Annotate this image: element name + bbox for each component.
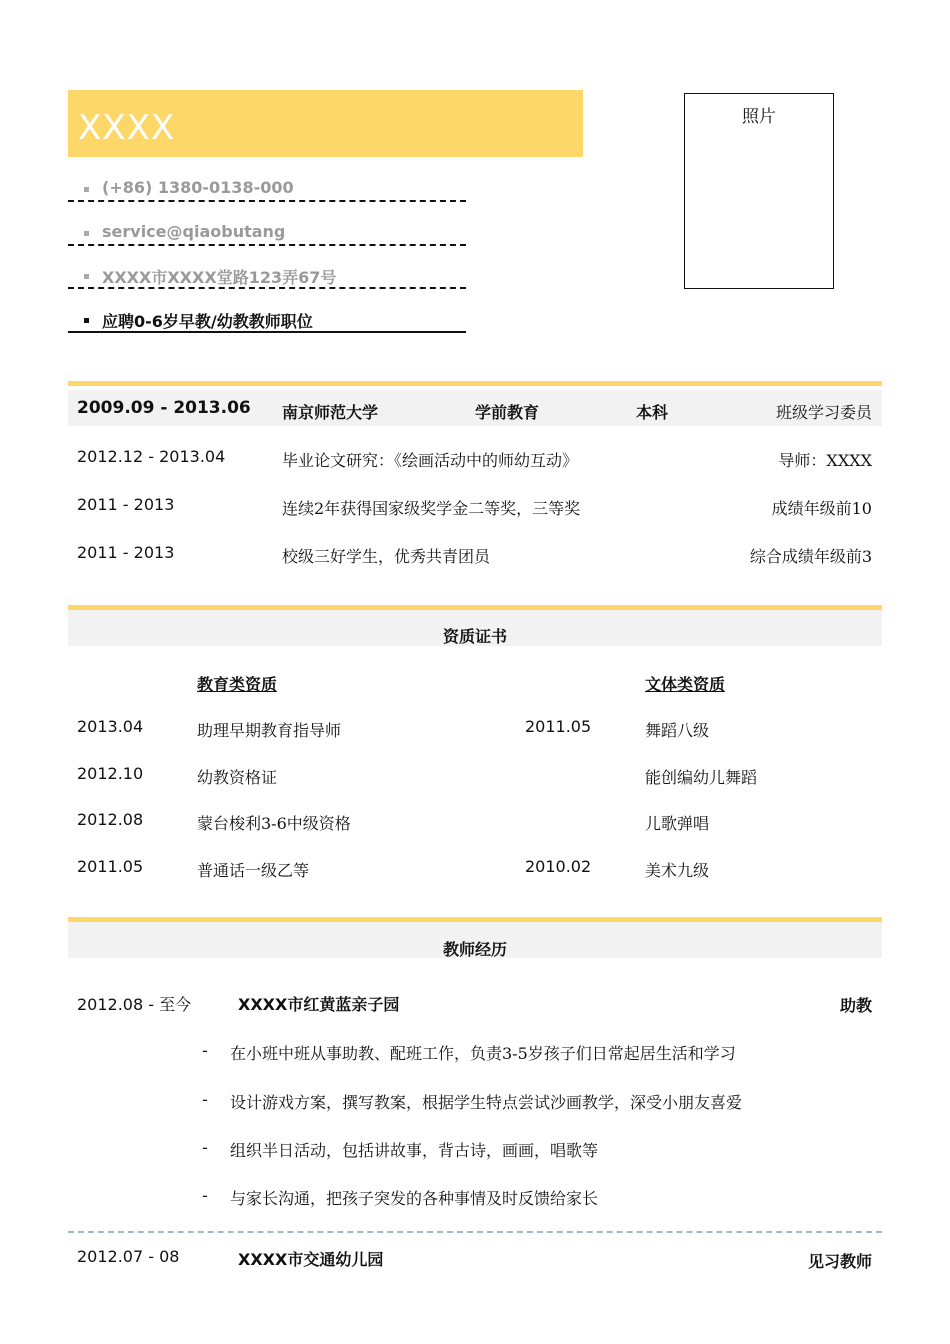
photo-placeholder [684, 93, 834, 289]
dashed-divider [68, 287, 466, 289]
bullet-dash: - [202, 1138, 208, 1157]
job-duty: 组织半日活动，包括讲故事，背古诗，画画，唱歌等 [230, 1141, 599, 1160]
edu-row-desc: 毕业论文研究：《绘画活动中的师幼互动》 [282, 451, 579, 470]
job-period: 2012.07 - 08 [77, 1247, 180, 1266]
edu-period: 2009.09 - 2013.06 [77, 398, 251, 418]
edu-row-note: 综合成绩年级前3 [749, 547, 872, 566]
edu-row-note: 导师：XXXX [778, 451, 872, 470]
cert-name: 舞蹈八级 [645, 721, 710, 740]
job-org [238, 992, 399, 1015]
cert-name: 儿歌弹唱 [645, 814, 710, 833]
edu-school: 南京师范大学 [282, 403, 379, 422]
job-org-name: 市红黄蓝亲子园 [287, 995, 400, 1014]
cert-name: 美术九级 [645, 861, 710, 880]
edu-major: 学前教育 [475, 403, 540, 422]
cert-date: 2012.10 [77, 764, 144, 783]
job-org-prefix: XXXX [238, 1250, 288, 1269]
job-period-start: 2012.08 - [77, 995, 160, 1014]
cert-name: 普通话一级乙等 [197, 861, 310, 880]
contact-email [68, 220, 466, 264]
bullet-icon [84, 187, 89, 192]
phone-text: (+86) 1380-0138-000 [102, 178, 294, 197]
job-period-end: 至今 [159, 995, 192, 1014]
contact-address [68, 263, 466, 307]
address-text: XXXX市XXXX堂路123弄67号 [102, 268, 337, 287]
candidate-name: XXXX [78, 108, 176, 148]
photo-label: 照片 [742, 107, 776, 127]
cert-date: 2012.08 [77, 810, 144, 829]
cert-name: 能创编幼儿舞蹈 [645, 768, 758, 787]
job-org-name: 市交通幼儿园 [287, 1250, 384, 1269]
bullet-icon [84, 274, 89, 279]
cert-name: 蒙台梭利3-6中级资格 [197, 814, 351, 833]
email-text: service@qiaobutang [102, 222, 286, 241]
dashed-divider [68, 200, 466, 202]
edu-row-note: 成绩年级前10 [771, 499, 872, 518]
arts-cert-heading: 文体类资质 [645, 675, 726, 694]
job-role: 见习教师 [807, 1252, 872, 1271]
edu-row-period: 2012.12 - 2013.04 [77, 447, 226, 466]
job-duty: 设计游戏方案，撰写教案，根据学生特点尝试沙画教学，深受小朋友喜爱 [230, 1093, 743, 1112]
contact-objective [68, 307, 466, 351]
experience-title: 教师经历 [442, 940, 507, 959]
edu-role: 班级学习委员 [775, 403, 872, 422]
contact-phone [68, 176, 466, 220]
bullet-dash: - [202, 1090, 208, 1109]
job-separator [68, 1231, 882, 1233]
bullet-dash: - [202, 1186, 208, 1205]
dashed-divider [68, 244, 466, 246]
edu-cert-heading: 教育类资质 [197, 675, 278, 694]
job-duty: 与家长沟通，把孩子突发的各种事情及时反馈给家长 [230, 1189, 599, 1208]
edu-row-desc: 校级三好学生，优秀共青团员 [282, 547, 491, 566]
education-rule [68, 381, 882, 386]
edu-row-period: 2011 - 2013 [77, 543, 175, 562]
edu-row-period: 2011 - 2013 [77, 495, 175, 514]
job-role: 助教 [839, 996, 872, 1015]
cert-name: 助理早期教育指导师 [197, 721, 342, 740]
solid-divider [68, 331, 466, 333]
job-duty: 在小班中班从事助教、配班工作，负责3-5岁孩子们日常起居生活和学习 [230, 1044, 736, 1063]
cert-date: 2010.02 [525, 857, 592, 876]
job-org-prefix: XXXX [238, 995, 288, 1014]
job-period [77, 992, 191, 1015]
cert-date: 2011.05 [525, 717, 592, 736]
edu-row-desc: 连续2年获得国家级奖学金二等奖，三等奖 [282, 499, 581, 518]
cert-date: 2013.04 [77, 717, 144, 736]
bullet-dash: - [202, 1041, 208, 1060]
cert-date: 2011.05 [77, 857, 144, 876]
job-org [238, 1247, 383, 1270]
cert-name: 幼教资格证 [197, 768, 278, 787]
bullet-icon [84, 231, 89, 236]
certificates-title: 资质证书 [442, 627, 507, 646]
bullet-icon [84, 318, 89, 323]
edu-degree: 本科 [636, 403, 669, 422]
objective-text: 应聘0-6岁早教/幼教教师职位 [102, 312, 313, 331]
